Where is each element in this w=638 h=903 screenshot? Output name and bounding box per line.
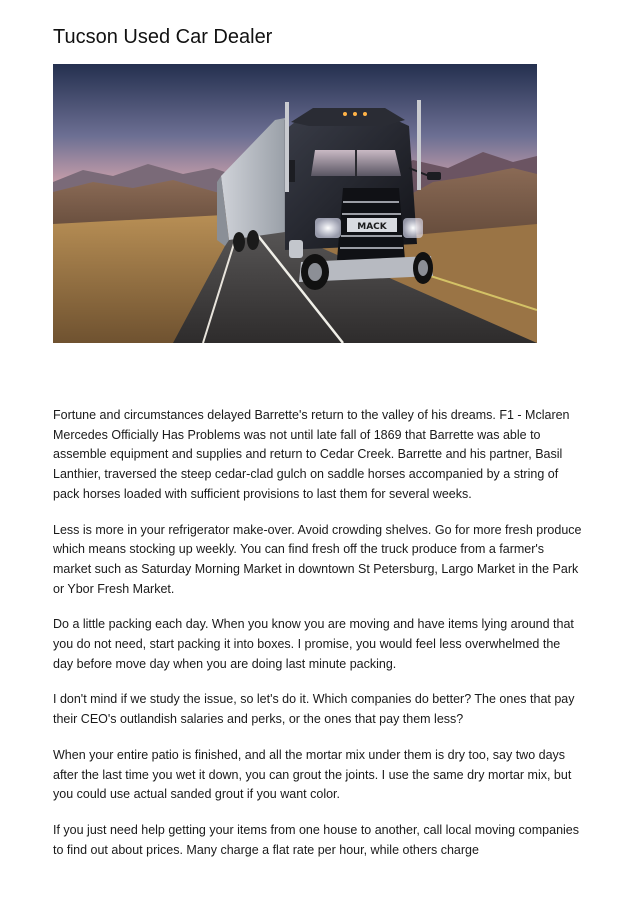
- grille-badge: MACK: [357, 222, 387, 232]
- paragraph-2: Less is more in your refrigerator make-over. Avoid crowding shelves. Go for more fresh produce which means stocking up weekly. You can find fresh off the truck produce from a farmer's market such as Saturday Morning Market in downtown St Petersburg, Largo Market in the Park or Ybor Fresh Market.: [53, 522, 582, 596]
- hero-truck-image: [53, 64, 537, 343]
- page-title: Tucson Used Car Dealer: [53, 26, 273, 48]
- paragraph-6: If you just need help getting your items from one house to another, call local moving companies to find out about prices. Many charge a flat rate per hour, while others charge: [53, 822, 579, 857]
- truck-photo: [53, 64, 537, 343]
- paragraph-4: I don't mind if we study the issue, so let's do it. Which companies do better? The ones that pay their CEO's outlandish salaries and perks, or the ones that pay them less?: [53, 692, 575, 727]
- paragraph-1: Fortune and circumstances delayed Barrette's return to the valley of his dreams. F1 - Mclaren Mercedes Officially Has Problems was not until late fall of 1869 that Barrette was able to assemble equipment and supplies and return to Cedar Creek. Barrette and his partner, Basil Lanthier, traversed the steep cedar-clad gulch on saddle horses accompanied by a string of pack horses loaded with sufficient provisions to last them for several weeks.: [53, 408, 570, 501]
- article-body: [53, 406, 583, 876]
- paragraph-5: When your entire patio is finished, and all the mortar mix under them is dry too, say two days after the last time you wet it down, you can grout the joints. I use the same dry mortar mix, but you could use actual sanded grout if you want color.: [53, 747, 572, 802]
- paragraph-3: Do a little packing each day. When you know you are moving and have items lying around that you do not need, start packing it into boxes. I promise, you would feel less overwhelmed the day before move day when you are doing last minute packing.: [53, 617, 574, 671]
